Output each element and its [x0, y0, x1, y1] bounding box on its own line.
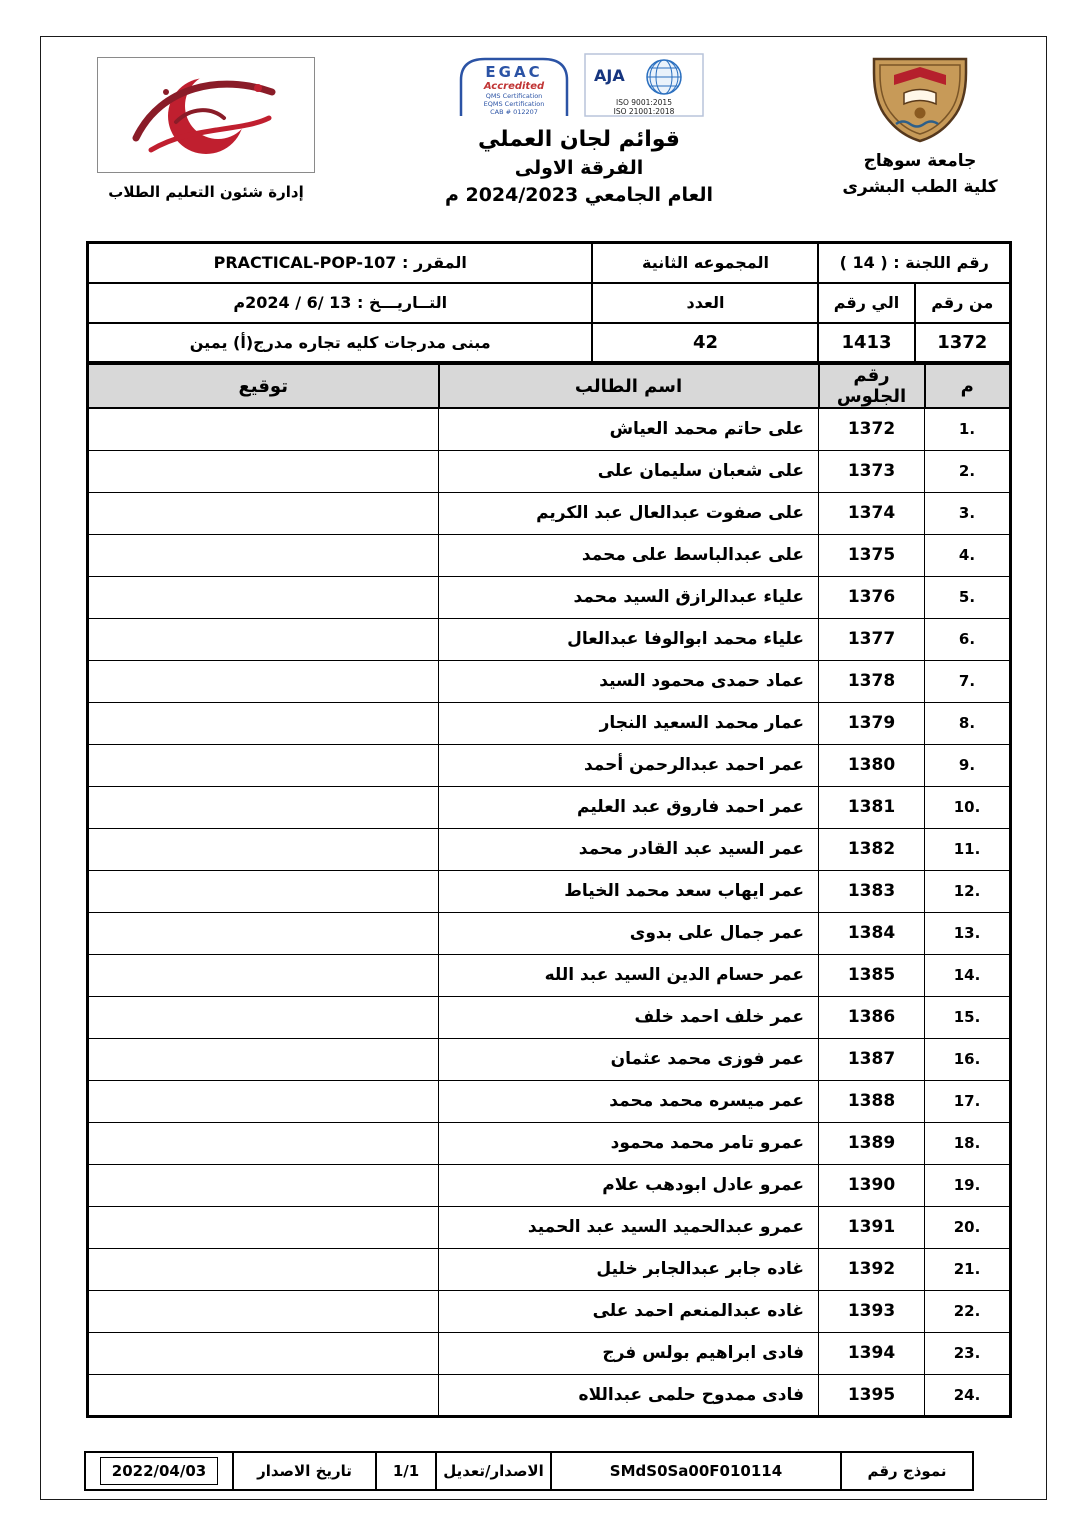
signature-cell: [88, 660, 439, 702]
aja-name: AJA: [594, 66, 625, 85]
department-name: إدارة شئون التعليم الطلاب: [108, 183, 304, 201]
header-student-name: اسم الطالب: [439, 364, 819, 409]
faculty-calligraphy-logo-icon: [106, 62, 306, 168]
student-row: [88, 660, 1011, 702]
student-name-cell: عمر السيد عبد القادر محمد: [439, 828, 819, 870]
signature-cell: [88, 1206, 439, 1248]
row-number-cell: 17.: [925, 1080, 1011, 1122]
egac-accredited: Accredited: [483, 81, 545, 92]
date-cell: التــاريـــخ : 13 /6 / 2024م: [88, 283, 593, 323]
header-department-block: [97, 57, 315, 201]
student-row: [88, 1248, 1011, 1290]
tables-container: [86, 241, 1012, 1418]
student-name-cell: عمر ميسره محمد محمد: [439, 1080, 819, 1122]
signature-cell: [88, 786, 439, 828]
seat-number-cell: 1389: [819, 1122, 925, 1164]
student-name-cell: عمر حسام الدين السيد عبد الله: [439, 954, 819, 996]
document-title: قوائم لجان العملي: [478, 127, 680, 152]
seat-number-cell: 1381: [819, 786, 925, 828]
row-number-cell: 7.: [925, 660, 1011, 702]
student-name-cell: عمر احمد عبدالرحمن أحمد: [439, 744, 819, 786]
egac-name: EGAC: [485, 63, 543, 81]
student-row: [88, 702, 1011, 744]
student-row: [88, 1080, 1011, 1122]
student-row: [88, 534, 1011, 576]
student-row: [88, 1164, 1011, 1206]
student-row: [88, 1374, 1011, 1416]
row-number-cell: 22.: [925, 1290, 1011, 1332]
student-row: [88, 744, 1011, 786]
student-row: [88, 996, 1011, 1038]
signature-cell: [88, 1122, 439, 1164]
seat-number-cell: 1388: [819, 1080, 925, 1122]
student-name-cell: عماد حمدى محمود السيد: [439, 660, 819, 702]
faculty-name: كلية الطب البشرى: [842, 176, 998, 197]
row-number-cell: 23.: [925, 1332, 1011, 1374]
academic-year-title: العام الجامعي 2024/2023 م: [444, 184, 714, 206]
seat-number-cell: 1390: [819, 1164, 925, 1206]
signature-cell: [88, 534, 439, 576]
egac-line3: CAB # 012207: [490, 108, 538, 116]
seat-number-cell: 1373: [819, 450, 925, 492]
student-row: [88, 576, 1011, 618]
faculty-logo-box: [97, 57, 315, 173]
row-number-cell: 19.: [925, 1164, 1011, 1206]
footer-row: [85, 1452, 973, 1490]
signature-cell: [88, 408, 439, 450]
student-name-cell: عمر جمال على بدوى: [439, 912, 819, 954]
student-row: [88, 450, 1011, 492]
seat-number-cell: 1374: [819, 492, 925, 534]
student-name-cell: عمر خلف احمد خلف: [439, 996, 819, 1038]
signature-cell: [88, 1038, 439, 1080]
header-title-block: [424, 53, 734, 206]
form-number-label-cell: نموذج رقم: [841, 1452, 973, 1490]
form-code-cell: SMdS0Sa00F010114: [551, 1452, 841, 1490]
from-label-cell: من رقم: [915, 283, 1011, 323]
student-name-cell: علياء محمد ابوالوفا عبدالعال: [439, 618, 819, 660]
seat-number-cell: 1394: [819, 1332, 925, 1374]
egac-line2: EQMS Certification: [483, 100, 545, 108]
page-border-frame: [40, 36, 1047, 1500]
revision-label-cell: الاصدار/تعديل: [436, 1452, 551, 1490]
count-value-cell: 42: [592, 323, 818, 363]
signature-cell: [88, 870, 439, 912]
header-university-block: [832, 55, 1008, 200]
header-seat-number: رقم الجلوس: [819, 364, 925, 409]
signature-cell: [88, 702, 439, 744]
student-name-cell: على عبدالباسط على محمد: [439, 534, 819, 576]
signature-cell: [88, 912, 439, 954]
university-name: جامعة سوهاج: [863, 151, 977, 171]
seat-number-cell: 1395: [819, 1374, 925, 1416]
student-name-cell: على حاتم محمد العياش: [439, 408, 819, 450]
seat-number-cell: 1379: [819, 702, 925, 744]
seat-number-cell: 1375: [819, 534, 925, 576]
row-number-cell: 2.: [925, 450, 1011, 492]
student-row: [88, 828, 1011, 870]
issue-date-cell: [85, 1452, 233, 1490]
seat-number-cell: 1380: [819, 744, 925, 786]
info-row-1: [88, 243, 1011, 283]
aja-iso2: ISO 21001:2018: [613, 107, 675, 116]
row-number-cell: 24.: [925, 1374, 1011, 1416]
student-table-header-row: [88, 364, 1011, 409]
student-row: [88, 1332, 1011, 1374]
student-list-table: [86, 362, 1012, 1418]
row-number-cell: 3.: [925, 492, 1011, 534]
grade-title: الفرقة الاولى: [514, 157, 644, 179]
header-signature: توقيع: [88, 364, 439, 409]
student-row: [88, 618, 1011, 660]
signature-cell: [88, 576, 439, 618]
aja-iso-globe-icon: [584, 53, 704, 117]
seat-number-cell: 1383: [819, 870, 925, 912]
to-value-cell: 1413: [818, 323, 914, 363]
student-row: [88, 912, 1011, 954]
seat-number-cell: 1386: [819, 996, 925, 1038]
seat-number-cell: 1372: [819, 408, 925, 450]
seat-number-cell: 1391: [819, 1206, 925, 1248]
seat-number-cell: 1378: [819, 660, 925, 702]
student-row: [88, 954, 1011, 996]
row-number-cell: 18.: [925, 1122, 1011, 1164]
student-name-cell: فادى ممدوح حلمى عبداللاه: [439, 1374, 819, 1416]
row-number-cell: 4.: [925, 534, 1011, 576]
student-row: [88, 786, 1011, 828]
signature-cell: [88, 450, 439, 492]
row-number-cell: 20.: [925, 1206, 1011, 1248]
location-cell: مبنى مدرجات كليه تجاره مدرج(أ) يمين: [88, 323, 593, 363]
seat-number-cell: 1382: [819, 828, 925, 870]
group-cell: المجموعه الثانية: [592, 243, 818, 283]
accreditation-logos: [424, 53, 734, 117]
row-number-cell: 10.: [925, 786, 1011, 828]
student-row: [88, 1122, 1011, 1164]
student-name-cell: على شعبان سليمان على: [439, 450, 819, 492]
row-number-cell: 16.: [925, 1038, 1011, 1080]
seat-number-cell: 1384: [819, 912, 925, 954]
student-name-cell: علياء عبدالرازق السيد محمد: [439, 576, 819, 618]
student-row: [88, 408, 1011, 450]
row-number-cell: 6.: [925, 618, 1011, 660]
student-name-cell: عمر فوزى محمد عثمان: [439, 1038, 819, 1080]
row-number-cell: 1.: [925, 408, 1011, 450]
issue-date-box: 2022/04/03: [100, 1457, 218, 1485]
student-name-cell: عمرو تامر محمد محمود: [439, 1122, 819, 1164]
signature-cell: [88, 618, 439, 660]
student-row: [88, 492, 1011, 534]
seat-number-cell: 1387: [819, 1038, 925, 1080]
signature-cell: [88, 492, 439, 534]
row-number-cell: 8.: [925, 702, 1011, 744]
signature-cell: [88, 1332, 439, 1374]
row-number-cell: 11.: [925, 828, 1011, 870]
student-row: [88, 870, 1011, 912]
student-name-cell: عمر ايهاب سعد محمد الخياط: [439, 870, 819, 912]
signature-cell: [88, 996, 439, 1038]
signature-cell: [88, 1080, 439, 1122]
student-row: [88, 1038, 1011, 1080]
row-number-cell: 14.: [925, 954, 1011, 996]
seat-number-cell: 1392: [819, 1248, 925, 1290]
signature-cell: [88, 828, 439, 870]
aja-iso1: ISO 9001:2015: [616, 98, 672, 107]
student-name-cell: عمرو عادل ابودهب علام: [439, 1164, 819, 1206]
student-name-cell: عمر احمد فاروق عبد العليم: [439, 786, 819, 828]
signature-cell: [88, 1248, 439, 1290]
signature-cell: [88, 1374, 439, 1416]
student-row: [88, 1206, 1011, 1248]
egac-accreditation-icon: [454, 53, 574, 117]
egac-line1: QMS Certification: [485, 92, 543, 100]
info-row-2: [88, 283, 1011, 323]
university-shield-logo-icon: [868, 55, 972, 145]
seat-number-cell: 1393: [819, 1290, 925, 1332]
from-value-cell: 1372: [915, 323, 1011, 363]
signature-cell: [88, 1164, 439, 1206]
row-number-cell: 13.: [925, 912, 1011, 954]
seat-number-cell: 1376: [819, 576, 925, 618]
count-label-cell: العدد: [592, 283, 818, 323]
to-label-cell: الي رقم: [818, 283, 914, 323]
student-name-cell: فادى ابراهيم بولس فرج: [439, 1332, 819, 1374]
committee-info-table: [86, 241, 1012, 364]
info-row-3: [88, 323, 1011, 363]
student-table-body: [88, 408, 1011, 1416]
issue-date-label-cell: تاريخ الاصدار: [233, 1452, 376, 1490]
row-number-cell: 9.: [925, 744, 1011, 786]
footer-table: [84, 1451, 974, 1491]
header-m: م: [925, 364, 1011, 409]
row-number-cell: 5.: [925, 576, 1011, 618]
student-row: [88, 1290, 1011, 1332]
form-footer: [84, 1451, 974, 1491]
student-name-cell: على صفوت عبدالعال عبد الكريم: [439, 492, 819, 534]
seat-number-cell: 1385: [819, 954, 925, 996]
revision-value-cell: 1/1: [376, 1452, 436, 1490]
student-name-cell: غاده جابر عبدالجابر خليل: [439, 1248, 819, 1290]
row-number-cell: 21.: [925, 1248, 1011, 1290]
student-name-cell: غاده عبدالمنعم احمد على: [439, 1290, 819, 1332]
committee-number-cell: رقم اللجنة : ( 14 ): [818, 243, 1010, 283]
row-number-cell: 12.: [925, 870, 1011, 912]
signature-cell: [88, 744, 439, 786]
course-cell: المقرر : PRACTICAL-POP-107: [88, 243, 593, 283]
row-number-cell: 15.: [925, 996, 1011, 1038]
student-name-cell: عمار محمد السعيد النجار: [439, 702, 819, 744]
seat-number-cell: 1377: [819, 618, 925, 660]
signature-cell: [88, 954, 439, 996]
signature-cell: [88, 1290, 439, 1332]
student-name-cell: عمرو عبدالحميد السيد عبد الحميد: [439, 1206, 819, 1248]
